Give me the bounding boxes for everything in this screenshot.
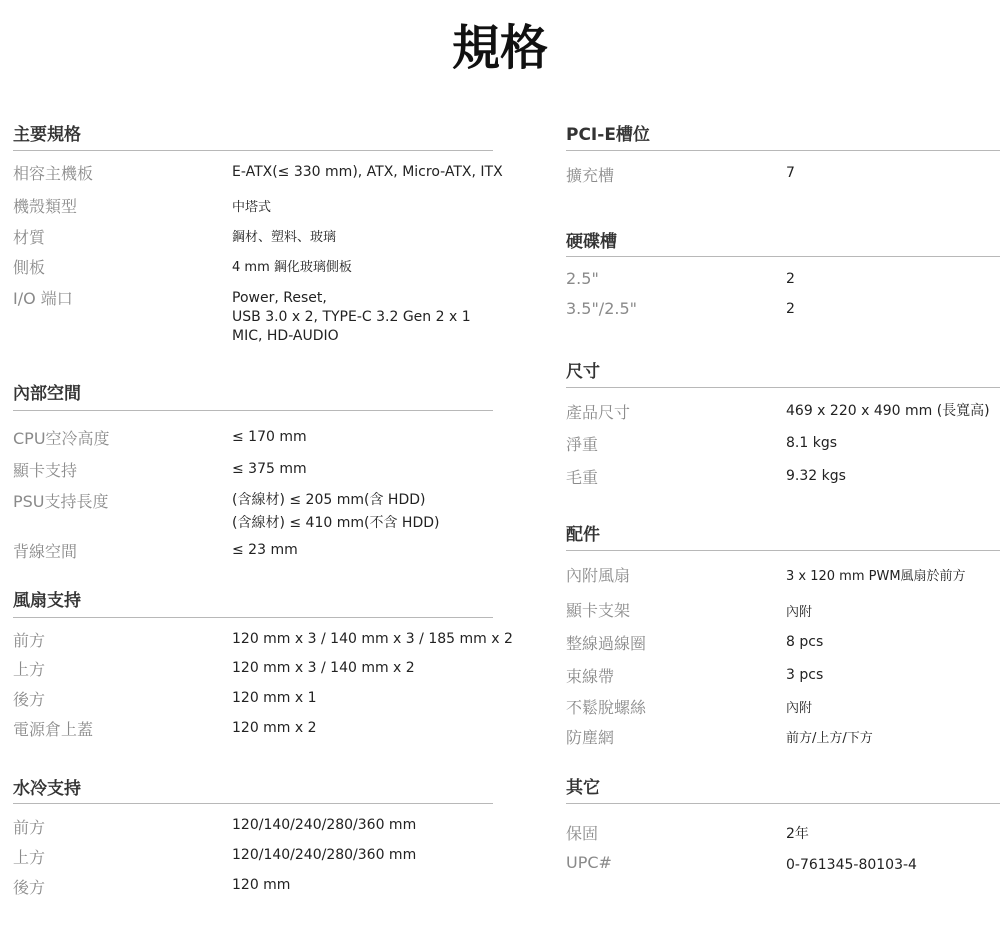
section-divider	[566, 150, 1000, 151]
spec-value-fan-top: 120 mm x 3 / 140 mm x 2	[232, 660, 415, 676]
section-divider	[566, 256, 1000, 257]
spec-value-included-fans: 3 x 120 mm PWM風扇於前方	[786, 569, 966, 584]
spec-label-fan-top: 上方	[13, 660, 46, 679]
spec-label-product-dimensions: 產品尺寸	[566, 403, 631, 422]
section-heading-accessories: 配件	[566, 525, 600, 545]
spec-value-cable-grommets: 8 pcs	[786, 634, 824, 650]
spec-label-included-fans: 內附風扇	[566, 566, 631, 585]
spec-label-warranty: 保固	[566, 824, 599, 843]
spec-value-psu-length-line-1: (含線材) ≤ 205 mm(含 HDD)	[232, 492, 426, 508]
spec-value-cable-ties: 3 pcs	[786, 667, 824, 683]
spec-label-cable-ties: 束線帶	[566, 667, 615, 686]
spec-value-fan-psu-shroud: 120 mm x 2	[232, 720, 317, 736]
spec-value-expansion-slots: 7	[786, 165, 795, 181]
section-divider	[566, 803, 1000, 804]
spec-label-side-panel: 側板	[13, 258, 46, 277]
spec-value-material: 鋼材、塑料、玻璃	[232, 230, 337, 245]
spec-label-fan-psu-shroud: 電源倉上蓋	[13, 720, 94, 739]
spec-label-radiator-front: 前方	[13, 818, 46, 837]
section-heading-pcie-slots: PCI-E槽位	[566, 125, 650, 145]
spec-value-drive-25: 2	[786, 271, 795, 287]
spec-value-cable-space: ≤ 23 mm	[232, 542, 298, 558]
section-divider	[13, 410, 493, 411]
spec-label-cpu-cooler-height: CPU空冷高度	[13, 429, 110, 448]
spec-value-product-dimensions: 469 x 220 x 490 mm (長寬高)	[786, 403, 990, 419]
spec-value-radiator-front: 120/140/240/280/360 mm	[232, 817, 417, 833]
section-divider	[566, 550, 1000, 551]
spec-value-gpu-length: ≤ 375 mm	[232, 461, 307, 477]
spec-value-radiator-rear: 120 mm	[232, 877, 291, 893]
spec-value-warranty: 2年	[786, 826, 809, 842]
spec-label-drive-25: 2.5"	[566, 269, 599, 288]
section-heading-fan-support: 風扇支持	[13, 591, 81, 611]
spec-label-motherboard: 相容主機板	[13, 164, 94, 183]
section-divider	[13, 150, 493, 151]
section-heading-main-specs: 主要規格	[13, 125, 81, 145]
spec-value-gpu-bracket: 內附	[786, 605, 813, 620]
spec-value-gross-weight: 9.32 kgs	[786, 468, 846, 484]
spec-value-drive-35-25: 2	[786, 301, 795, 317]
spec-label-net-weight: 淨重	[566, 435, 599, 454]
spec-value-io-ports-line-2: USB 3.0 x 2, TYPE-C 3.2 Gen 2 x 1	[232, 309, 471, 325]
section-heading-other: 其它	[566, 778, 600, 798]
spec-value-side-panel: 4 mm 鋼化玻璃側板	[232, 260, 352, 275]
page-title: 規格	[451, 20, 548, 76]
spec-label-case-type: 機殼類型	[13, 197, 78, 216]
spec-label-expansion-slots: 擴充槽	[566, 166, 615, 185]
spec-label-gpu-bracket: 顯卡支架	[566, 601, 631, 620]
spec-value-case-type: 中塔式	[232, 200, 272, 215]
section-heading-radiator-support: 水冷支持	[13, 779, 81, 799]
spec-label-gpu-length: 顯卡支持	[13, 461, 78, 480]
section-divider	[566, 387, 1000, 388]
spec-label-fan-front: 前方	[13, 631, 46, 650]
spec-label-upc: UPC#	[566, 853, 612, 872]
spec-label-radiator-top: 上方	[13, 848, 46, 867]
section-heading-drive-bays: 硬碟槽	[566, 232, 617, 252]
spec-value-fan-front: 120 mm x 3 / 140 mm x 3 / 185 mm x 2	[232, 631, 513, 647]
spec-value-motherboard: E-ATX(≤ 330 mm), ATX, Micro-ATX, ITX	[232, 164, 503, 180]
spec-label-captive-screws: 不鬆脫螺絲	[566, 698, 647, 717]
spec-label-psu-length: PSU支持長度	[13, 492, 109, 511]
spec-value-net-weight: 8.1 kgs	[786, 435, 838, 451]
spec-value-fan-rear: 120 mm x 1	[232, 690, 317, 706]
section-divider	[13, 617, 493, 618]
spec-value-radiator-top: 120/140/240/280/360 mm	[232, 847, 417, 863]
spec-value-psu-length-line-2: (含線材) ≤ 410 mm(不含 HDD)	[232, 515, 440, 531]
section-divider	[13, 803, 493, 804]
spec-label-cable-space: 背線空間	[13, 542, 78, 561]
spec-label-fan-rear: 後方	[13, 690, 46, 709]
spec-value-io-ports-line-3: MIC, HD-AUDIO	[232, 328, 339, 344]
spec-label-io-ports: I/O 端口	[13, 289, 73, 308]
spec-value-captive-screws: 內附	[786, 701, 813, 716]
spec-label-drive-35-25: 3.5"/2.5"	[566, 299, 637, 318]
spec-label-dust-filters: 防塵網	[566, 728, 615, 747]
spec-label-material: 材質	[13, 228, 46, 247]
spec-value-dust-filters: 前方/上方/下方	[786, 731, 873, 746]
section-heading-dimensions: 尺寸	[566, 362, 600, 382]
spec-label-cable-grommets: 整線過線圈	[566, 634, 647, 653]
section-heading-interior: 內部空間	[13, 384, 81, 404]
spec-label-gross-weight: 毛重	[566, 468, 599, 487]
spec-value-cpu-cooler-height: ≤ 170 mm	[232, 429, 307, 445]
spec-label-radiator-rear: 後方	[13, 878, 46, 897]
spec-value-upc: 0-761345-80103-4	[786, 857, 917, 873]
spec-value-io-ports-line-1: Power, Reset,	[232, 290, 327, 306]
